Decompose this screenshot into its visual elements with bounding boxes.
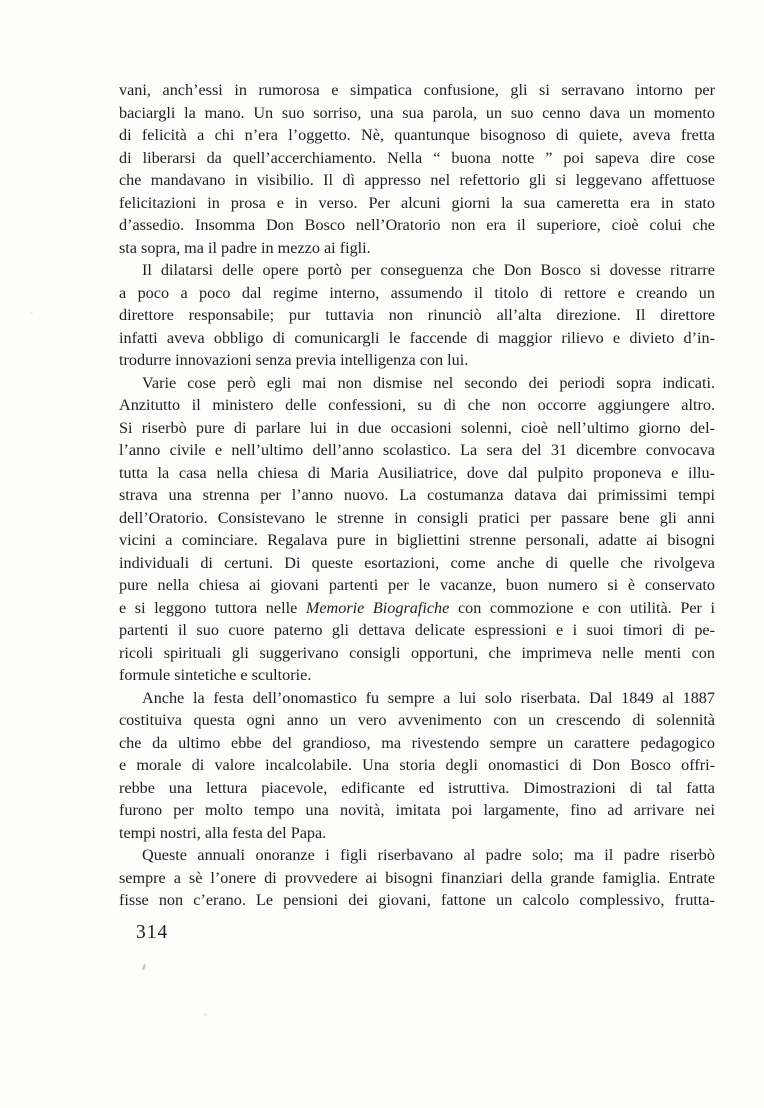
paragraph: [119, 79, 715, 259]
text-line: Anche la festa dell’onomastico fu sempre a lui solo riserbata. Dal 1849 al 1887: [142, 688, 715, 707]
text-line: costituiva questa ogni anno un vero avvenimento con un crescendo di solennità: [119, 711, 715, 729]
scan-artifact: [30, 312, 33, 314]
paragraph: [119, 259, 715, 372]
paragraph: [119, 372, 715, 687]
text-line: strava una strenna per l’anno nuovo. La costumanza datava dai primissimi tempi: [119, 486, 715, 504]
text-line: trodurre innovazioni senza previa intelligenza con lui.: [119, 351, 469, 369]
text-line: sta sopra, ma il padre in mezzo ai figli.: [119, 238, 371, 257]
text-line: Queste annuali onoranze i figli riserbavano al padre solo; ma il padre riserbò: [142, 846, 715, 864]
text-line: [119, 597, 715, 620]
paragraph: [119, 687, 715, 845]
text-line: formule sintetiche e scultorie.: [119, 666, 312, 684]
text-line: furono per molto tempo una novità, imitata poi largamente, fino ad arrivare nei: [119, 801, 715, 819]
text-line: individuali di certuni. Di queste esortazioni, come anche di quelle che rivolgeva: [119, 553, 715, 572]
text-line: pure nella chiesa ai giovani partenti per le vacanze, buon numero si è conservato: [119, 576, 715, 594]
text-segment: e si leggono tuttora nelle: [119, 598, 306, 617]
text-line: infatti aveva obbligo di comunicargli le faccende di maggior rilievo e divieto d’in-: [119, 328, 715, 347]
text-line: Si riserbò pure di parlare lui in due occasioni solenni, cioè nell’ultimo giorno del-: [119, 418, 715, 437]
text-line: Anzitutto il ministero delle confessioni, su di che non occorre aggiungere altro.: [119, 396, 715, 414]
text-line: vicini a cominciare. Regalava pure in bigliettini strenne personali, adatte ai bisogni: [119, 531, 715, 549]
text-line: a poco a poco dal regime interno, assumendo il titolo di rettore e creando un: [119, 283, 715, 302]
text-line: sempre a sè l’onere di provvedere ai bisogni finanziari della grande famiglia. Entrate: [119, 868, 715, 887]
text-line: tempi nostri, alla festa del Papa.: [119, 823, 327, 842]
text-line: rebbe una lettura piacevole, edificante ed istruttiva. Dimostrazioni di tal fatta: [119, 778, 715, 797]
text-line: l’anno civile e nell’ultimo dell’anno scolastico. La sera del 31 dicembre convocava: [119, 441, 715, 459]
text-line: tutta la casa nella chiesa di Maria Ausiliatrice, dove dal pulpito proponeva e illu-: [119, 463, 715, 482]
scan-artifact: [142, 964, 146, 970]
text-line: che da ultimo ebbe del grandioso, ma rivestendo sempre un carattere pedagogico: [119, 733, 715, 752]
text-line: vani, anch’essi in rumorosa e simpatica confusione, gli si serravano intorno per: [119, 81, 715, 99]
text-line: d’assedio. Insomma Don Bosco nell’Oratorio non era il superiore, cioè colui che: [119, 216, 715, 234]
scan-artifact: [204, 1013, 207, 1016]
text-line: Varie cose però egli mai non dismise nel secondo dei periodi sopra indicati.: [142, 373, 715, 392]
text-segment: con commozione e con utilità. Per i: [449, 598, 715, 617]
text-line: fisse non c’erano. Le pensioni dei giovani, fattone un calcolo complessivo, frutta-: [119, 891, 715, 909]
text-line: direttore responsabile; pur tuttavia non rinunciò all’alta direzione. Il direttore: [119, 306, 715, 324]
paragraph: [119, 844, 715, 912]
text-line: Il dilatarsi delle opere portò per conseguenza che Don Bosco si dovesse ritrarre: [142, 261, 715, 279]
text-line: di liberarsi da quell’accerchiamento. Nella “ buona notte ” poi sapeva dire cose: [119, 148, 715, 167]
text-line: di felicità a chi n’era l’oggetto. Nè, quantunque bisognoso di quiete, aveva fretta: [119, 126, 715, 144]
text-line: dell’Oratorio. Consistevano le strenne in consigli pratici per passare bene gli anni: [119, 508, 715, 527]
text-line: felicitazioni in prosa e in verso. Per alcuni giorni la sua cameretta era in stato: [119, 193, 715, 212]
text-line: che mandavano in visibilio. Il dì appresso nel refettorio gli si leggevano affettuose: [119, 171, 715, 189]
italic-book-title: Memorie Biografiche: [305, 598, 450, 617]
text-line: ricoli spirituali gli suggerivano consigli opportuni, che imprimeva nelle menti con: [119, 643, 715, 662]
text-line: baciargli la mano. Un suo sorriso, una sua parola, un suo cenno dava un momento: [119, 103, 715, 122]
text-line: partenti il suo cuore paterno gli dettava delicate espressioni e i suoi timori di pe-: [119, 621, 715, 639]
text-block: [119, 79, 715, 912]
text-line: e morale di valore incalcolabile. Una storia degli onomastici di Don Bosco offri-: [119, 756, 715, 774]
page-number: 314: [136, 922, 169, 943]
